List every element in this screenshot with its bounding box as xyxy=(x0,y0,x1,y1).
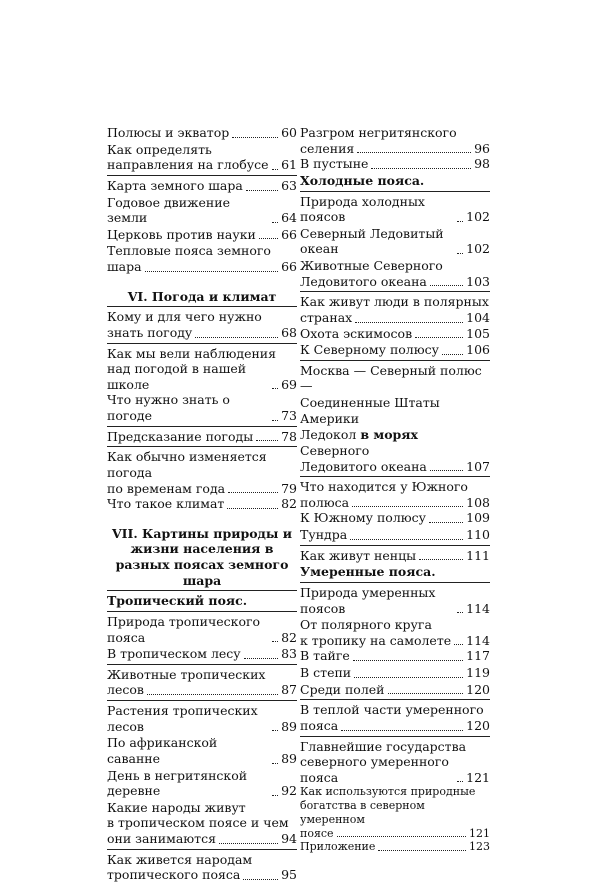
page-number: 110 xyxy=(466,527,490,542)
page-number: 83 xyxy=(281,646,297,662)
entry-title: Соединенные Штаты Америки xyxy=(300,395,440,426)
dot-leader xyxy=(147,694,278,695)
entry-title: Тундра xyxy=(300,527,348,542)
entry-title-line: в тропическом поясе и чем xyxy=(107,815,289,831)
entry-title: Полюсы и экватор xyxy=(107,125,230,140)
entry-title-line: знать погоду xyxy=(107,324,193,340)
entry-title: Что такое климат xyxy=(107,496,225,512)
entry-title: День в негритянской деревне xyxy=(107,767,248,799)
toc-entry xyxy=(107,125,297,141)
subsection-heading: Холодные пояса. xyxy=(300,172,425,188)
toc-entry xyxy=(300,617,490,648)
entry-title-line: Как мы вели наблюдения xyxy=(107,345,277,361)
entry-title-line: Как обычно изменяется погода xyxy=(107,449,267,480)
entry-title-line: Животные Северного xyxy=(300,258,443,273)
divider xyxy=(300,191,490,192)
toc-entry xyxy=(300,194,490,225)
divider xyxy=(107,849,297,850)
section-heading-vii: VII. Картины природы и жизни населения в разных поясах земного шара xyxy=(111,525,293,588)
entry-title: Церковь против науки xyxy=(107,226,256,242)
entry-title-line: шара xyxy=(107,259,142,274)
dot-leader xyxy=(357,152,471,153)
toc-entry xyxy=(300,226,490,257)
page-number: 106 xyxy=(466,342,490,358)
entry-title-line: Главнейшие государства xyxy=(300,738,467,754)
entry-title-line: Кому и для чего нужно xyxy=(107,309,262,325)
dot-leader xyxy=(272,730,278,731)
toc-entry xyxy=(107,392,297,423)
dot-leader xyxy=(228,492,278,493)
dot-leader xyxy=(227,508,278,509)
entry-title-line: селения xyxy=(300,140,355,156)
page-number: 98 xyxy=(474,156,490,172)
entry-title-line: богатства в северном умеренном xyxy=(300,799,425,826)
entry-title-line: Какие народы живут xyxy=(107,799,246,815)
entry-title-line: пояса xyxy=(300,717,339,733)
page-number: 92 xyxy=(281,783,297,799)
page-number: 68 xyxy=(281,324,297,340)
dot-leader xyxy=(350,539,463,540)
subsection-heading: Тропический пояс. xyxy=(107,593,248,609)
entry-title-line: северного умеренного пояса xyxy=(300,754,449,785)
entry-title-line: они занимаются xyxy=(107,831,216,846)
toc-entry xyxy=(107,429,297,445)
toc-entry xyxy=(300,665,490,681)
divider xyxy=(300,476,490,477)
entry-title-line: лесов xyxy=(107,682,144,698)
toc-entry xyxy=(300,258,490,289)
toc-entry xyxy=(300,739,490,786)
toc-entry xyxy=(107,735,297,766)
page-number: 79 xyxy=(281,480,297,496)
toc-entry xyxy=(107,142,297,173)
dot-leader xyxy=(272,641,278,642)
entry-title: В степи xyxy=(300,665,352,680)
page-number: 119 xyxy=(466,665,490,680)
entry-title: Москва — Северный полюс — xyxy=(300,362,482,394)
page-number: 114 xyxy=(466,632,490,648)
entry-title-line: Разгром негритянского xyxy=(300,125,457,140)
entry-title-line: Как живется народам xyxy=(107,851,253,867)
toc-entry xyxy=(107,768,297,799)
entry-title: В тайге xyxy=(300,648,350,664)
page-number: 102 xyxy=(466,241,490,257)
page-number: 117 xyxy=(466,648,490,664)
page-number: 107 xyxy=(466,458,490,474)
toc-entry xyxy=(300,326,490,342)
entry-title-line: к тропику на самолете xyxy=(300,632,452,648)
entry-title-line: Как используются природные xyxy=(300,785,476,799)
entry-title-part: Северного xyxy=(300,442,370,458)
dot-leader xyxy=(429,522,463,523)
divider xyxy=(107,175,297,176)
entry-title-line: направления на глобусе xyxy=(107,157,269,173)
page-number: 120 xyxy=(466,717,490,733)
entry-title: Карта земного шара xyxy=(107,177,243,193)
divider xyxy=(107,700,297,701)
entry-title: Предсказание погоды xyxy=(107,428,254,444)
toc-entry xyxy=(107,496,297,512)
toc-entry xyxy=(107,703,297,734)
dot-leader xyxy=(353,660,463,661)
entry-title: Годовое движение земли xyxy=(107,194,230,226)
dot-leader xyxy=(246,190,278,191)
dot-leader xyxy=(341,730,463,731)
page-number: 121 xyxy=(469,826,490,840)
entry-title: К Южному полюсу xyxy=(300,510,427,526)
page-number: 104 xyxy=(466,309,490,325)
page-number: 78 xyxy=(281,428,297,444)
page-number: 87 xyxy=(281,682,297,698)
toc-entry xyxy=(300,363,490,394)
page-number: 73 xyxy=(281,408,297,423)
entry-title-line: полюса xyxy=(300,494,350,510)
entry-title-line: странах xyxy=(300,309,353,325)
divider xyxy=(300,736,490,737)
toc-entry xyxy=(107,852,297,883)
toc-column-left xyxy=(107,125,297,883)
page-number: 66 xyxy=(281,226,297,242)
toc-entry xyxy=(300,156,490,172)
entry-title-line: От полярного круга xyxy=(300,617,432,633)
entry-title: По африканской саванне xyxy=(107,735,218,766)
toc-entry xyxy=(300,527,490,543)
entry-title-line: поясе xyxy=(300,826,334,840)
toc-entry xyxy=(107,800,297,847)
page-number: 109 xyxy=(466,510,490,526)
toc-entry xyxy=(107,309,297,340)
dot-leader xyxy=(457,781,463,782)
dot-leader xyxy=(259,238,278,239)
subsection-heading: Умеренные пояса. xyxy=(300,564,436,580)
dot-leader xyxy=(244,658,278,659)
divider xyxy=(107,426,297,427)
page-number: 89 xyxy=(281,718,297,734)
entry-title-line: Тепловые пояса земного xyxy=(107,243,271,259)
toc-entry xyxy=(300,682,490,698)
page-number: 66 xyxy=(281,259,297,274)
dot-leader xyxy=(388,693,464,694)
dot-leader xyxy=(457,221,463,222)
divider xyxy=(107,306,297,307)
page-number: 63 xyxy=(281,177,297,193)
toc-entry xyxy=(300,548,490,564)
dot-leader xyxy=(430,285,463,286)
dot-leader xyxy=(454,644,463,645)
dot-leader xyxy=(243,879,278,880)
section-heading-vi: VI. Погода и климат xyxy=(127,288,277,304)
dot-leader xyxy=(355,322,463,323)
entry-title: Приложение xyxy=(300,840,376,854)
toc-entry xyxy=(300,427,490,474)
entry-title-line xyxy=(300,427,490,458)
dot-leader xyxy=(337,836,466,837)
toc-entry xyxy=(107,449,297,496)
dot-leader xyxy=(272,763,278,764)
page-number: 108 xyxy=(466,494,490,510)
page-number: 111 xyxy=(466,547,490,563)
entry-title: Среди полей xyxy=(300,681,385,697)
dot-leader xyxy=(145,271,279,272)
entry-title-line: В теплой части умеренного xyxy=(300,702,484,718)
page-number: 120 xyxy=(466,681,490,697)
entry-title-line: тропического пояса xyxy=(107,867,241,883)
toc-entry xyxy=(107,178,297,194)
page-number: 64 xyxy=(281,210,297,226)
dot-leader xyxy=(272,388,278,389)
entry-title-line: Как определять xyxy=(107,141,212,157)
dot-leader xyxy=(272,420,278,421)
page-number: 121 xyxy=(466,769,490,785)
entry-title-line: Животные тропических xyxy=(107,666,266,682)
page-number: 61 xyxy=(281,157,297,173)
toc-entry xyxy=(107,646,297,662)
divider xyxy=(107,664,297,665)
toc-entry xyxy=(300,125,490,156)
entry-title: Охота эскимосов xyxy=(300,325,413,341)
page-number: 69 xyxy=(281,376,297,392)
entry-title: В пустыне xyxy=(300,156,369,172)
page-number: 102 xyxy=(466,209,490,225)
entry-title: Растения тропических лесов xyxy=(107,703,258,734)
entry-title: В тропическом лесу xyxy=(107,646,241,662)
dot-leader xyxy=(354,677,463,678)
toc-entry xyxy=(300,294,490,325)
entry-title-line: Ледовитого океана xyxy=(300,273,427,289)
toc-entry xyxy=(300,648,490,664)
entry-title-line: Ледовитого океана xyxy=(300,458,427,474)
dot-leader xyxy=(430,470,463,471)
entry-title: Природа холодных поясов xyxy=(300,193,425,225)
entry-title-part: в морях xyxy=(360,427,418,443)
entry-title-line: по временам года xyxy=(107,480,226,496)
divider xyxy=(107,611,297,612)
dot-leader xyxy=(219,843,278,844)
toc-entry xyxy=(107,667,297,698)
dot-leader xyxy=(442,354,463,355)
entry-title: Что нужно знать о погоде xyxy=(107,392,230,423)
dot-leader xyxy=(256,440,278,441)
page-number: 60 xyxy=(281,125,297,140)
page-number: 96 xyxy=(474,140,490,156)
divider xyxy=(300,582,490,583)
dot-leader xyxy=(457,612,463,613)
dot-leader xyxy=(457,253,463,254)
divider xyxy=(300,545,490,546)
dot-leader xyxy=(272,169,279,170)
toc-entry xyxy=(107,243,297,274)
dot-leader xyxy=(415,337,463,338)
entry-title-part: Ледокол xyxy=(300,427,361,443)
divider xyxy=(300,360,490,361)
toc-entry xyxy=(107,614,297,645)
dot-leader xyxy=(272,795,278,796)
toc-entry xyxy=(300,702,490,733)
dot-leader xyxy=(378,850,466,851)
entry-title: Природа умеренных поясов xyxy=(300,584,436,616)
dot-leader xyxy=(272,222,278,223)
toc-column-right xyxy=(300,125,490,855)
dot-leader xyxy=(232,137,278,138)
entry-title-line: над погодой в нашей школе xyxy=(107,361,247,392)
toc-entry xyxy=(300,510,490,526)
toc-entry xyxy=(107,227,297,243)
dot-leader xyxy=(419,559,463,560)
toc-entry xyxy=(300,395,490,426)
page-number: 89 xyxy=(281,750,297,766)
entry-title: Природа тропического пояса xyxy=(107,613,261,645)
page-number: 94 xyxy=(281,831,297,846)
dot-leader xyxy=(352,506,463,507)
toc-entry xyxy=(300,840,490,854)
divider xyxy=(300,291,490,292)
toc-entry xyxy=(300,342,490,358)
page-number: 114 xyxy=(466,600,490,616)
divider xyxy=(107,590,297,591)
dot-leader xyxy=(195,337,278,338)
page-number: 123 xyxy=(469,840,490,854)
page-number: 105 xyxy=(466,325,490,341)
toc-entry xyxy=(107,195,297,226)
toc-entry xyxy=(107,346,297,393)
page-number: 82 xyxy=(281,629,297,645)
page-number: 95 xyxy=(281,867,297,883)
entry-title-line: Что находится у Южного xyxy=(300,479,468,495)
toc-entry xyxy=(300,785,490,840)
divider xyxy=(107,343,297,344)
divider xyxy=(107,446,297,447)
page-number: 82 xyxy=(281,496,297,512)
entry-title-line: Как живут люди в полярных xyxy=(300,294,489,310)
entry-title: К Северному полюсу xyxy=(300,342,439,358)
toc-entry xyxy=(300,585,490,616)
divider xyxy=(300,699,490,700)
toc-entry xyxy=(300,479,490,510)
entry-title: Как живут ненцы xyxy=(300,547,417,563)
entry-title: Северный Ледовитый океан xyxy=(300,225,444,257)
dot-leader xyxy=(371,168,471,169)
page-number: 103 xyxy=(466,273,490,289)
